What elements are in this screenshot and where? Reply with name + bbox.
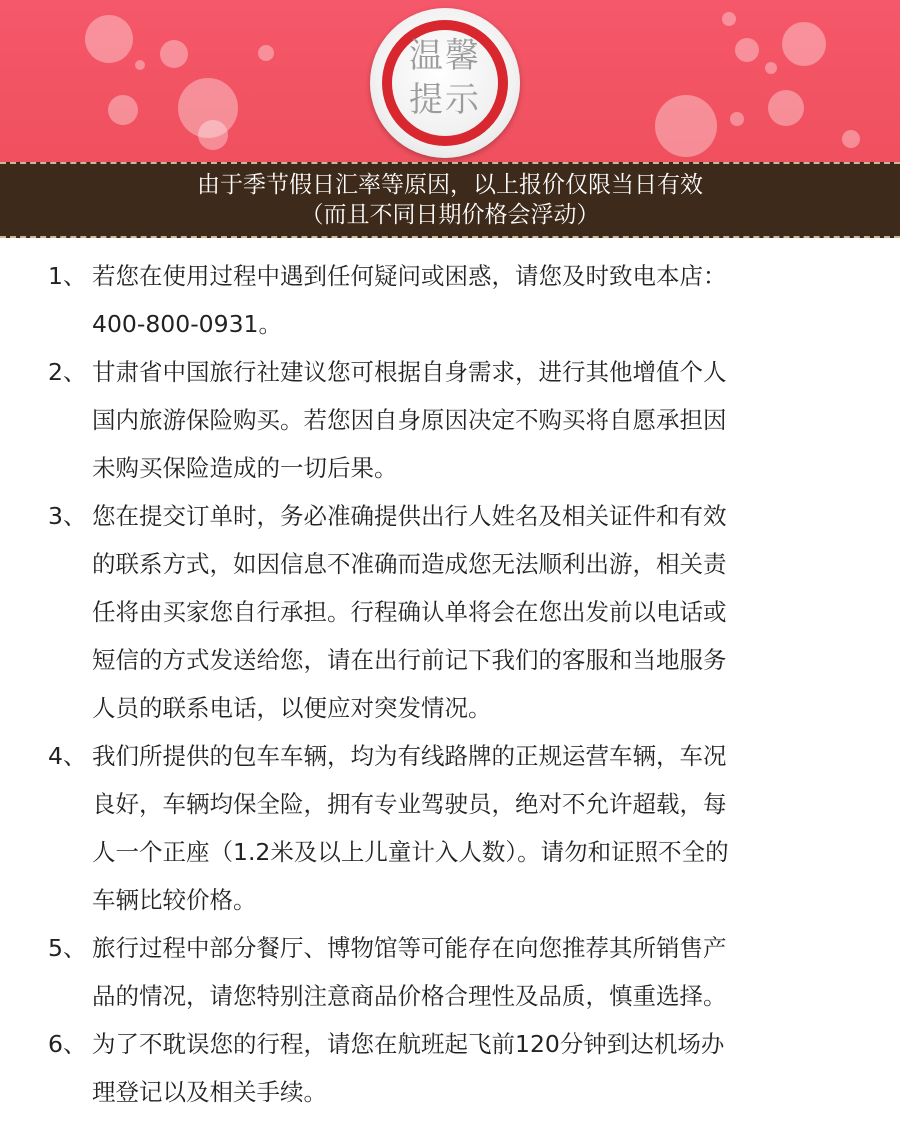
seal-text [392, 30, 498, 122]
notice-line-2: （而且不同日期价格会浮动） [300, 202, 600, 228]
list-item [48, 924, 848, 1020]
item-line: 未购买保险造成的一切后果。 [92, 454, 398, 482]
decor-bubble [85, 15, 133, 63]
item-line: 您在提交订单时，务必准确提供出行人姓名及相关证件和有效 [92, 502, 727, 530]
item-line: 甘肃省中国旅行社建议您可根据自身需求，进行其他增值个人 [92, 358, 727, 386]
list-item [48, 732, 848, 924]
list-item [48, 1020, 848, 1116]
item-line: 人一个正座（1.2米及以上儿童计入人数）。请勿和证照不全的 [92, 838, 729, 866]
item-line: 为了不耽误您的行程，请您在航班起飞前120分钟到达机场办 [92, 1030, 725, 1058]
item-line: 短信的方式发送给您，请在出行前记下我们的客服和当地服务 [92, 646, 727, 674]
decor-bubble [258, 45, 274, 61]
item-line: 400-800-0931。 [92, 310, 282, 338]
list-item [48, 492, 848, 732]
seal-line-2: 提示 [409, 80, 481, 120]
item-line: 我们所提供的包车车辆，均为有线路牌的正规运营车辆，车况 [92, 742, 727, 770]
item-number: 1、 [48, 262, 87, 290]
item-line: 旅行过程中部分餐厅、博物馆等可能存在向您推荐其所销售产 [92, 934, 727, 962]
item-line: 理登记以及相关手续。 [92, 1078, 327, 1106]
item-number: 2、 [48, 358, 87, 386]
item-line: 若您在使用过程中遇到任何疑问或困惑，请您及时致电本店： [92, 262, 727, 290]
decor-bubble [722, 12, 736, 26]
decor-bubble [135, 60, 145, 70]
decor-bubble [108, 95, 138, 125]
item-number: 5、 [48, 934, 87, 962]
decor-bubble [735, 38, 759, 62]
decor-bubble [768, 90, 804, 126]
decor-bubble [765, 62, 777, 74]
decor-bubble [730, 112, 744, 126]
item-line: 品的情况，请您特别注意商品价格合理性及品质，慎重选择。 [92, 982, 727, 1010]
item-line: 人员的联系电话，以便应对突发情况。 [92, 694, 492, 722]
item-line: 的联系方式，如因信息不准确而造成您无法顺利出游，相关责 [92, 550, 727, 578]
decor-bubble [655, 95, 717, 157]
validity-notice [0, 162, 900, 238]
notice-line-1: 由于季节假日汇率等原因，以上报价仅限当日有效 [197, 172, 703, 198]
item-number: 3、 [48, 502, 87, 530]
item-line: 良好，车辆均保全险，拥有专业驾驶员，绝对不允许超载，每 [92, 790, 727, 818]
decor-bubble [198, 120, 228, 150]
item-line: 车辆比较价格。 [92, 886, 257, 914]
list-item [48, 252, 848, 348]
item-number: 4、 [48, 742, 87, 770]
decor-bubble [160, 40, 188, 68]
decor-bubble [782, 22, 826, 66]
item-line: 国内旅游保险购买。若您因自身原因决定不购买将自愿承担因 [92, 406, 727, 434]
list-item [48, 348, 848, 492]
seal-line-1: 温馨 [409, 36, 481, 76]
item-number: 6、 [48, 1030, 87, 1058]
item-line: 任将由买家您自行承担。行程确认单将会在您出发前以电话或 [92, 598, 727, 626]
decor-bubble [842, 130, 860, 148]
tips-list [48, 252, 848, 1116]
